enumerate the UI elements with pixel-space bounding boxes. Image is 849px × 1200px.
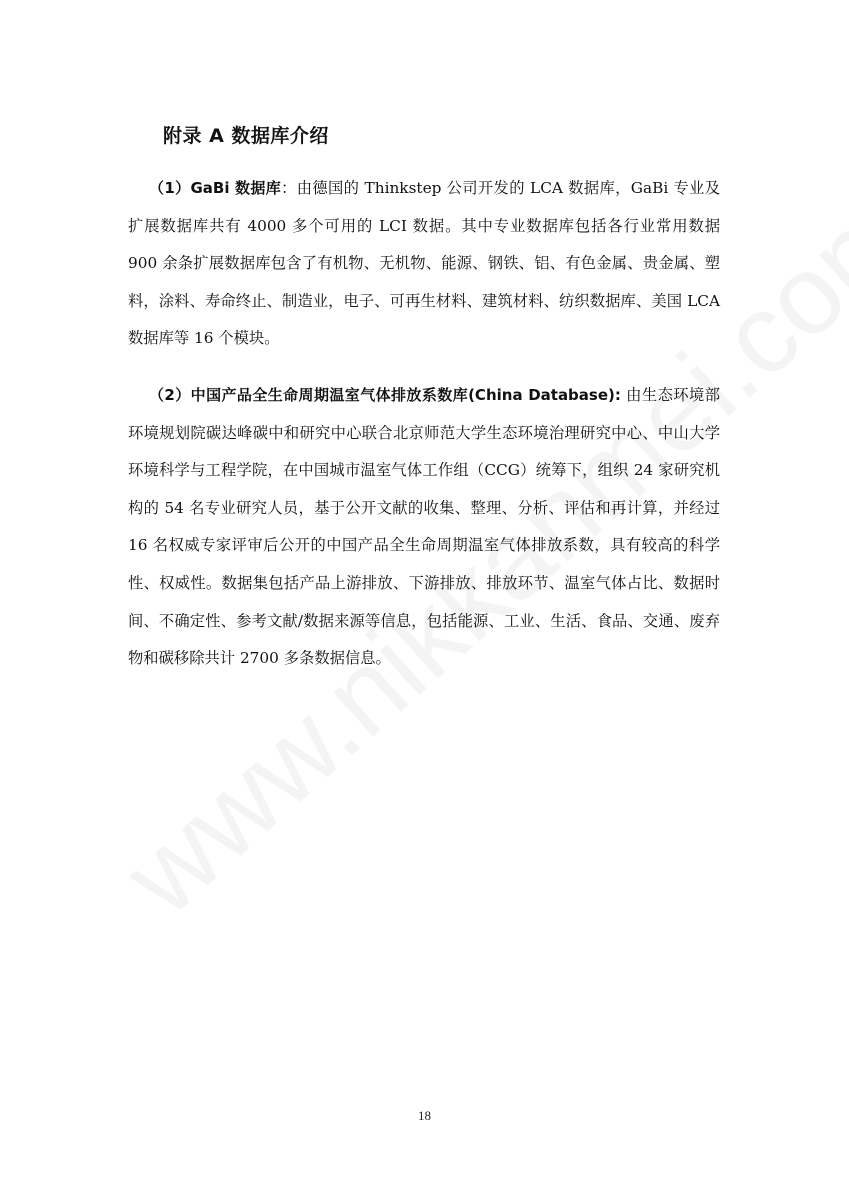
paragraph-china-database-body: 由生态环境部环境规划院碳达峰碳中和研究中心联合北京师范大学生态环境治理研究中心、中山大学环境科学与工程学院，在中国城市温室气体工作组（CCG）统筹下，组织 24 家研究机构的 54 名专业研究人员，基于公开文献的收集、整理、分析、评估和再计算，并经过 16 名权威专家评审后公开的中国产品全生命周期温室气体排放系数，具有较高的科学性、权威性。数据集包括产品上游排放、下游排放、排放环节、温室气体占比、数据时间、不确定性、参考文献/数据来源等信息，包括能源、工业、生活、食品、交通、废弃物和碳移除共计 2700 多条数据信息。 bbox=[128, 386, 720, 668]
paragraph-gabi bbox=[128, 170, 720, 358]
paragraph-gabi-lead: （1）GaBi 数据库 bbox=[149, 179, 282, 197]
appendix-heading: 附录 A 数据库介绍 bbox=[163, 125, 329, 147]
paragraph-gabi-body: ：由德国的 Thinkstep 公司开发的 LCA 数据库，GaBi 专业及扩展数据库共有 4000 多个可用的 LCI 数据。其中专业数据库包括各行业常用数据 900 余条扩展数据库包含了有机物、无机物、能源、钢铁、铝、有色金属、贵金属、塑料，涂料、寿命终止、制造业，电子、可再生材料、建筑材料、纺织数据库、美国 LCA 数据库等 16 个模块。 bbox=[128, 179, 721, 348]
paragraph-china-database bbox=[128, 377, 720, 678]
page-number: 18 bbox=[418, 1108, 431, 1123]
paragraph-china-database-lead: （2）中国产品全生命周期温室气体排放系数库(China Database): bbox=[149, 386, 621, 404]
